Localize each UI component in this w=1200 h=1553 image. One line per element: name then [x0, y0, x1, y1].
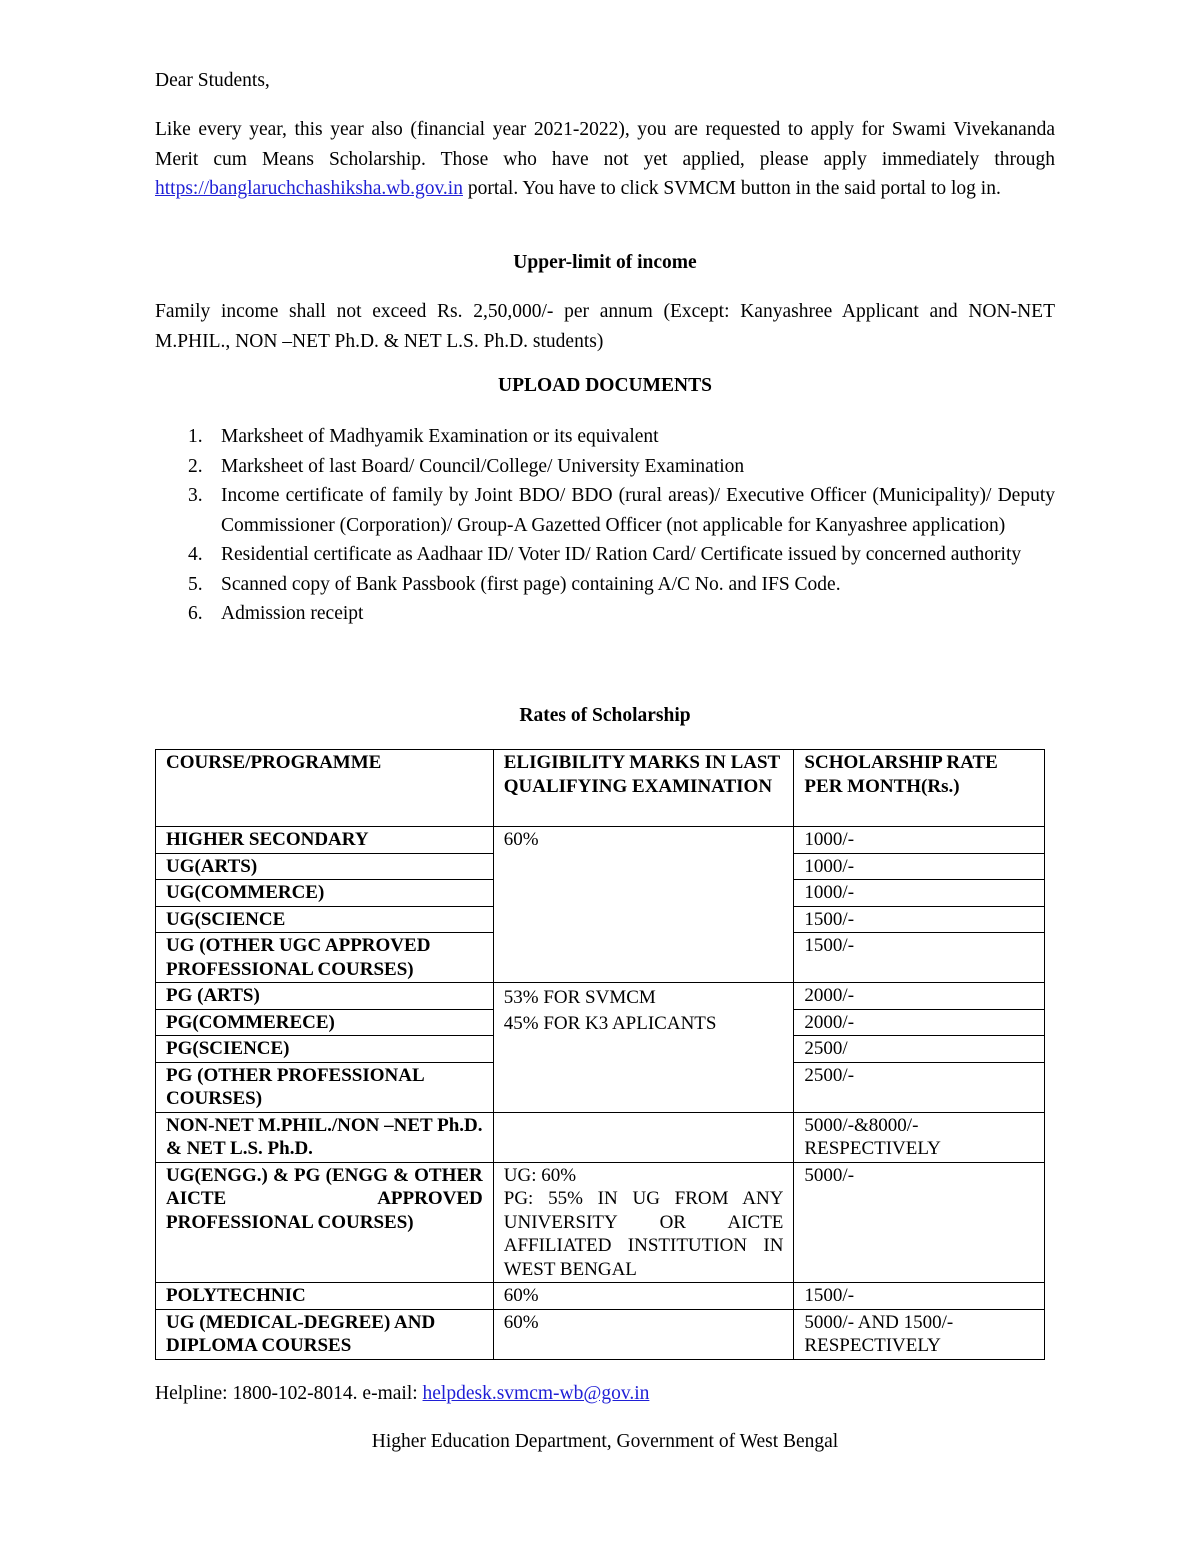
rate-cell: 5000/- AND 1500/- RESPECTIVELY: [794, 1309, 1045, 1359]
eligibility-cell: [493, 1112, 794, 1162]
list-number: 4.: [188, 544, 203, 565]
column-header-eligibility: ELIGIBILITY MARKS IN LAST QUALIFYING EXAMINATION: [493, 750, 794, 827]
list-text: Scanned copy of Bank Passbook (first page) containing A/C No. and IFS Code.: [221, 573, 841, 595]
table-row: [156, 1309, 1045, 1359]
list-text: Admission receipt: [221, 603, 364, 624]
eligibility-cell: [493, 983, 794, 1113]
rate-cell: 5000/-&8000/- RESPECTIVELY: [794, 1112, 1045, 1162]
helpline: [155, 1381, 649, 1407]
eligibility-cell: [493, 1162, 794, 1283]
eligibility-line: 45% FOR K3 APLICANTS: [503, 1012, 717, 1034]
rate-cell: 1000/-: [794, 853, 1045, 880]
course-cell: UG (MEDICAL-DEGREE) AND DIPLOMA COURSES: [156, 1309, 494, 1359]
income-heading: Upper-limit of income: [513, 252, 697, 273]
column-header-course: COURSE/PROGRAMME: [156, 750, 494, 827]
course-cell: PG(COMMERECE): [156, 1009, 494, 1036]
list-number: 2.: [188, 455, 203, 477]
intro-paragraph: [155, 115, 1055, 204]
scholarship-rates-table: [155, 749, 1045, 1360]
department-footer: Higher Education Department, Government of West Bengal: [371, 1431, 839, 1452]
portal-link[interactable]: https://banglaruchchashiksha.wb.gov.in: [155, 178, 463, 199]
course-cell: PG (ARTS): [156, 983, 494, 1010]
list-text: Marksheet of last Board/ Council/College/ University Examination: [221, 455, 745, 477]
eligibility-cell: 60%: [493, 827, 794, 983]
rate-cell: 1500/-: [794, 933, 1045, 983]
intro-text-start: Like every year, this year also (financial year 2021-2022), you are requested to apply for Swami Vivekananda Merit cum Means Scholarship. Those who have not yet applied, please apply immediately through: [155, 119, 1055, 170]
course-cell: UG (OTHER UGC APPROVED PROFESSIONAL COURSES): [156, 933, 494, 983]
table-row: [156, 1283, 1045, 1310]
list-item: [155, 452, 1055, 482]
table-row: [156, 827, 1045, 854]
course-cell: PG (OTHER PROFESSIONAL COURSES): [156, 1062, 494, 1112]
course-cell: UG(ARTS): [156, 853, 494, 880]
list-item: [155, 540, 1055, 570]
rate-cell: 2000/-: [794, 1009, 1045, 1036]
helpline-text: Helpline: 1800-102-8014. e-mail:: [155, 1383, 423, 1404]
list-item: [155, 570, 1055, 600]
rate-cell: 2000/-: [794, 983, 1045, 1010]
list-text: Residential certificate as Aadhaar ID/ Voter ID/ Ration Card/ Certificate issued by concerned authority: [221, 544, 1022, 565]
eligibility-cell: 60%: [493, 1283, 794, 1310]
course-cell: NON-NET M.PHIL./NON –NET Ph.D. & NET L.S. Ph.D.: [156, 1112, 494, 1162]
rate-cell: 1500/-: [794, 906, 1045, 933]
upload-documents-heading: UPLOAD DOCUMENTS: [498, 375, 712, 396]
course-cell: HIGHER SECONDARY: [156, 827, 494, 854]
course-cell: UG(ENGG.) & PG (ENGG & OTHER AICTE APPROVED PROFESSIONAL COURSES): [156, 1162, 494, 1283]
list-number: 1.: [188, 426, 203, 447]
course-cell: UG(SCIENCE: [156, 906, 494, 933]
list-text: Income certificate of family by Joint BDO/ BDO (rural areas)/ Executive Officer (Municipality)/ Deputy Commissioner (Corporation)/ Group-A Gazetted Officer (not applicable for Kanyashree application): [221, 485, 1055, 536]
list-number: 3.: [188, 485, 203, 506]
eligibility-line: PG: 55% IN UG FROM ANY UNIVERSITY OR AICTE AFFILIATED INSTITUTION IN WEST BENGAL: [503, 1188, 784, 1280]
course-cell: UG(COMMERCE): [156, 880, 494, 907]
list-number: 6.: [188, 603, 203, 624]
course-cell: POLYTECHNIC: [156, 1283, 494, 1310]
documents-list: [155, 422, 1055, 629]
list-item: [155, 599, 1055, 629]
list-number: 5.: [188, 573, 203, 595]
eligibility-cell: 60%: [493, 1309, 794, 1359]
list-item: [155, 422, 1055, 452]
eligibility-line: 53% FOR SVMCM: [503, 987, 656, 1008]
rate-cell: 1500/-: [794, 1283, 1045, 1310]
salutation: Dear Students,: [155, 70, 270, 91]
rate-cell: 1000/-: [794, 827, 1045, 854]
rate-cell: 5000/-: [794, 1162, 1045, 1283]
email-link[interactable]: helpdesk.svmcm-wb@gov.in: [422, 1383, 650, 1404]
rates-heading: Rates of Scholarship: [519, 705, 691, 726]
table-row: [156, 983, 1045, 1010]
rate-cell: 1000/-: [794, 880, 1045, 907]
income-text: Family income shall not exceed Rs. 2,50,000/- per annum (Except: Kanyashree Applicant and NON-NET M.PHIL., NON –NET Ph.D. & NET L.S. Ph.D. students): [155, 301, 1055, 352]
column-header-rate: SCHOLARSHIP RATE PER MONTH(Rs.): [794, 750, 1045, 827]
intro-text-end: portal. You have to click SVMCM button in the said portal to log in.: [462, 178, 1001, 199]
course-cell: PG(SCIENCE): [156, 1036, 494, 1063]
list-item: [155, 481, 1055, 540]
eligibility-line: UG: 60%: [503, 1164, 577, 1186]
rate-cell: 2500/-: [794, 1062, 1045, 1112]
table-header-row: [156, 750, 1045, 827]
rate-cell: 2500/: [794, 1036, 1045, 1063]
list-text: Marksheet of Madhyamik Examination or its equivalent: [221, 426, 659, 447]
table-row: [156, 1112, 1045, 1162]
table-row: [156, 1162, 1045, 1283]
